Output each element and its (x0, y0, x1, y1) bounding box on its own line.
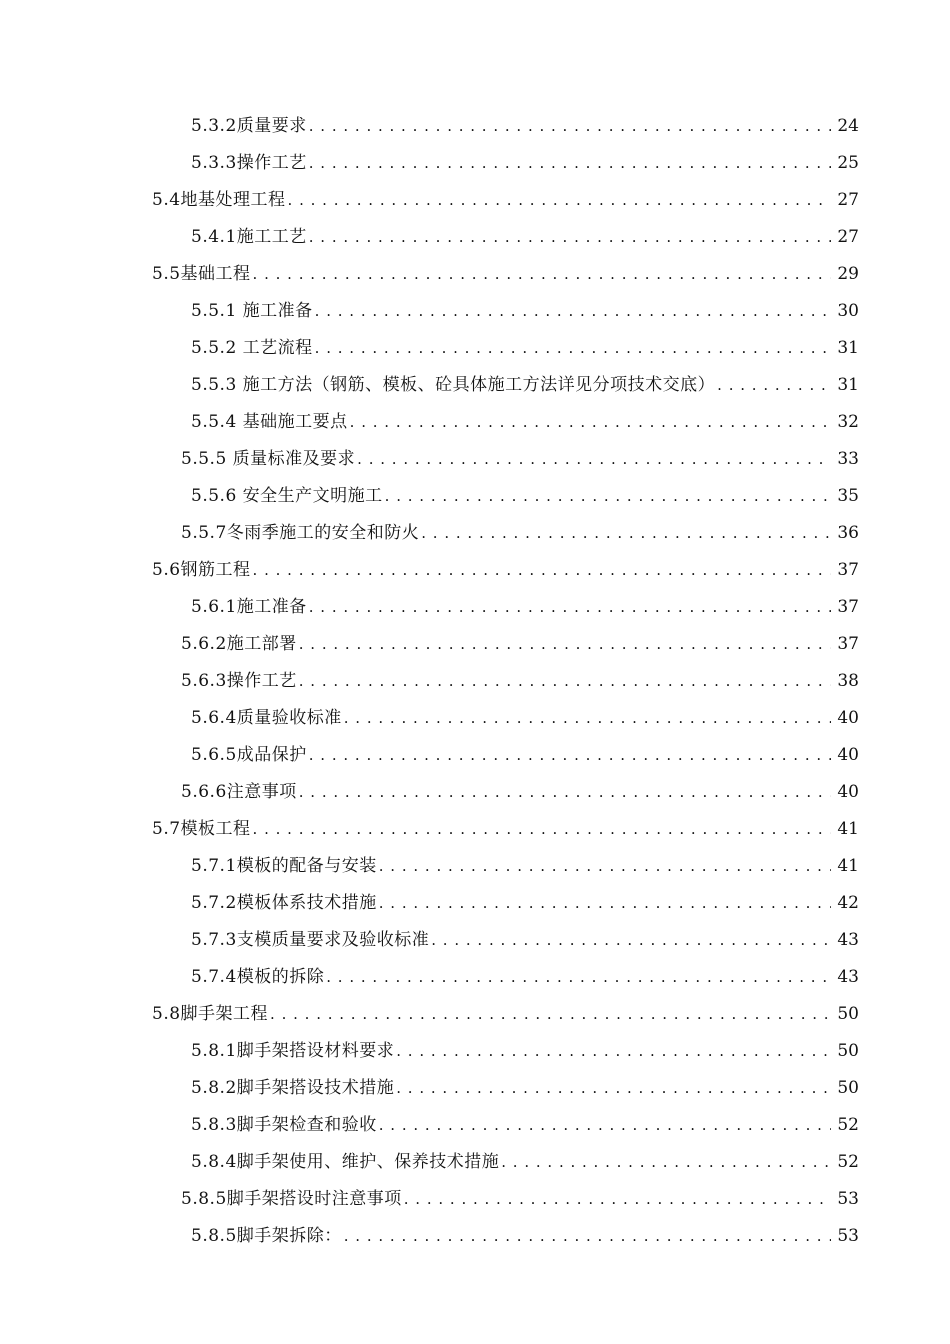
toc-entry[interactable] (0, 441, 950, 478)
toc-entry[interactable] (0, 737, 950, 774)
toc-entry[interactable] (0, 959, 950, 996)
toc-entry[interactable] (0, 515, 950, 552)
toc-leader-dots (357, 441, 831, 478)
toc-entry-page-number: 37 (837, 560, 859, 580)
toc-entry-title: 5.5.1 施工准备 (191, 301, 313, 321)
toc-entry-page-number: 50 (837, 1004, 859, 1024)
toc-entry-title: 5.6.6注意事项 (181, 782, 297, 802)
toc-entry[interactable] (0, 1181, 950, 1218)
toc-entry[interactable] (0, 1033, 950, 1070)
toc-entry[interactable] (0, 219, 950, 256)
toc-entry-title: 5.6.3操作工艺 (181, 671, 297, 691)
toc-leader-dots (421, 515, 831, 552)
toc-entry-title: 5.5.5 质量标准及要求 (181, 449, 356, 469)
toc-entry-page-number: 27 (837, 190, 859, 210)
toc-entry[interactable] (0, 922, 950, 959)
toc-entry[interactable] (0, 108, 950, 145)
toc-leader-dots (385, 478, 832, 515)
toc-entry-page-number: 50 (837, 1078, 859, 1098)
toc-entry[interactable] (0, 663, 950, 700)
toc-leader-dots (309, 589, 832, 626)
toc-entry[interactable] (0, 478, 950, 515)
toc-entry-page-number: 43 (837, 967, 859, 987)
toc-entry-page-number: 40 (837, 708, 859, 728)
toc-entry-title: 5.7.1模板的配备与安装 (191, 856, 377, 876)
toc-leader-dots (379, 1107, 832, 1144)
toc-entry-page-number: 24 (837, 116, 859, 136)
toc-entry-title: 5.5.3 施工方法（钢筋、模板、砼具体施工方法详见分项技术交底） (191, 375, 716, 395)
toc-entry-page-number: 53 (837, 1226, 859, 1246)
toc-entry-title: 5.5.2 工艺流程 (191, 338, 313, 358)
toc-entry[interactable] (0, 811, 950, 848)
toc-entry-title: 5.5基础工程 (152, 264, 251, 284)
toc-entry-page-number: 42 (837, 893, 859, 913)
toc-entry-page-number: 50 (837, 1041, 859, 1061)
toc-entry-page-number: 29 (837, 264, 859, 284)
toc-leader-dots (326, 959, 831, 996)
toc-entry-page-number: 31 (837, 338, 859, 358)
toc-leader-dots (309, 145, 832, 182)
toc-entry-page-number: 37 (837, 634, 859, 654)
toc-entry-title: 5.5.6 安全生产文明施工 (191, 486, 383, 506)
toc-leader-dots (396, 1070, 831, 1107)
toc-entry[interactable] (0, 404, 950, 441)
toc-leader-dots (431, 922, 831, 959)
toc-leader-dots (344, 1218, 832, 1255)
toc-leader-dots (253, 552, 832, 589)
toc-entry-title: 5.6.2施工部署 (181, 634, 297, 654)
toc-entry[interactable] (0, 996, 950, 1033)
toc-entry-page-number: 27 (837, 227, 859, 247)
toc-leader-dots (396, 1033, 831, 1070)
toc-entry-page-number: 40 (837, 782, 859, 802)
toc-entry[interactable] (0, 1144, 950, 1181)
toc-entry-title: 5.6.1施工准备 (191, 597, 307, 617)
toc-entry-title: 5.7.3支模质量要求及验收标准 (191, 930, 430, 950)
toc-entry[interactable] (0, 293, 950, 330)
toc-entry-page-number: 25 (837, 153, 859, 173)
toc-leader-dots (315, 330, 832, 367)
toc-leader-dots (288, 182, 832, 219)
toc-entry-page-number: 36 (837, 523, 859, 543)
toc-entry-title: 5.3.3操作工艺 (191, 153, 307, 173)
toc-entry[interactable] (0, 1070, 950, 1107)
toc-entry[interactable] (0, 145, 950, 182)
toc-entry-page-number: 41 (837, 819, 859, 839)
toc-entry[interactable] (0, 367, 950, 404)
toc-entry-page-number: 52 (837, 1152, 859, 1172)
toc-entry[interactable] (0, 700, 950, 737)
toc-leader-dots (299, 663, 832, 700)
toc-entry[interactable] (0, 774, 950, 811)
toc-leader-dots (309, 737, 832, 774)
toc-leader-dots (253, 811, 832, 848)
toc-leader-dots (309, 108, 832, 145)
toc-leader-dots (309, 219, 832, 256)
toc-entry-page-number: 43 (837, 930, 859, 950)
toc-entry-page-number: 40 (837, 745, 859, 765)
toc-entry-page-number: 35 (837, 486, 859, 506)
toc-entry-title: 5.8.5脚手架搭设时注意事项 (181, 1189, 402, 1209)
toc-entry-title: 5.4地基处理工程 (152, 190, 286, 210)
toc-entry[interactable] (0, 552, 950, 589)
toc-entry-title: 5.6.5成品保护 (191, 745, 307, 765)
toc-entry[interactable] (0, 1107, 950, 1144)
toc-entry-page-number: 38 (837, 671, 859, 691)
toc-entry-title: 5.6钢筋工程 (152, 560, 251, 580)
toc-entry[interactable] (0, 589, 950, 626)
toc-leader-dots (299, 626, 832, 663)
toc-entry-page-number: 37 (837, 597, 859, 617)
toc-entry[interactable] (0, 330, 950, 367)
toc-entry-page-number: 30 (837, 301, 859, 321)
toc-entry-page-number: 33 (837, 449, 859, 469)
toc-leader-dots (253, 256, 832, 293)
toc-entry-title: 5.7模板工程 (152, 819, 251, 839)
toc-entry-page-number: 53 (837, 1189, 859, 1209)
toc-entry-title: 5.4.1施工工艺 (191, 227, 307, 247)
toc-entry-title: 5.8.2脚手架搭设技术措施 (191, 1078, 395, 1098)
toc-entry-title: 5.6.4质量验收标准 (191, 708, 342, 728)
toc-entry-title: 5.5.4 基础施工要点 (191, 412, 348, 432)
toc-entry-title: 5.8脚手架工程 (152, 1004, 269, 1024)
toc-entry-title: 5.7.2模板体系技术措施 (191, 893, 377, 913)
toc-entry[interactable] (0, 626, 950, 663)
toc-entry-page-number: 41 (837, 856, 859, 876)
toc-entry[interactable] (0, 885, 950, 922)
toc-entry-title: 5.7.4模板的拆除 (191, 967, 325, 987)
table-of-contents (0, 108, 950, 1255)
toc-entry-page-number: 32 (837, 412, 859, 432)
toc-leader-dots (350, 404, 832, 441)
toc-entry-title: 5.5.7冬雨季施工的安全和防火 (181, 523, 420, 543)
toc-leader-dots (404, 1181, 832, 1218)
toc-leader-dots (344, 700, 832, 737)
toc-entry-title: 5.8.1脚手架搭设材料要求 (191, 1041, 395, 1061)
toc-entry[interactable] (0, 182, 950, 219)
toc-entry-page-number: 52 (837, 1115, 859, 1135)
toc-entry[interactable] (0, 256, 950, 293)
toc-leader-dots (501, 1144, 831, 1181)
toc-leader-dots (717, 367, 831, 404)
toc-leader-dots (299, 774, 832, 811)
toc-entry[interactable] (0, 848, 950, 885)
toc-entry[interactable] (0, 1218, 950, 1255)
toc-entry-title: 5.3.2质量要求 (191, 116, 307, 136)
toc-entry-title: 5.8.3脚手架检查和验收 (191, 1115, 377, 1135)
toc-leader-dots (270, 996, 831, 1033)
toc-entry-title: 5.8.5脚手架拆除： (191, 1226, 342, 1246)
toc-leader-dots (315, 293, 832, 330)
toc-entry-page-number: 31 (837, 375, 859, 395)
toc-entry-title: 5.8.4脚手架使用、维护、保养技术措施 (191, 1152, 500, 1172)
toc-leader-dots (379, 848, 832, 885)
toc-leader-dots (379, 885, 832, 922)
